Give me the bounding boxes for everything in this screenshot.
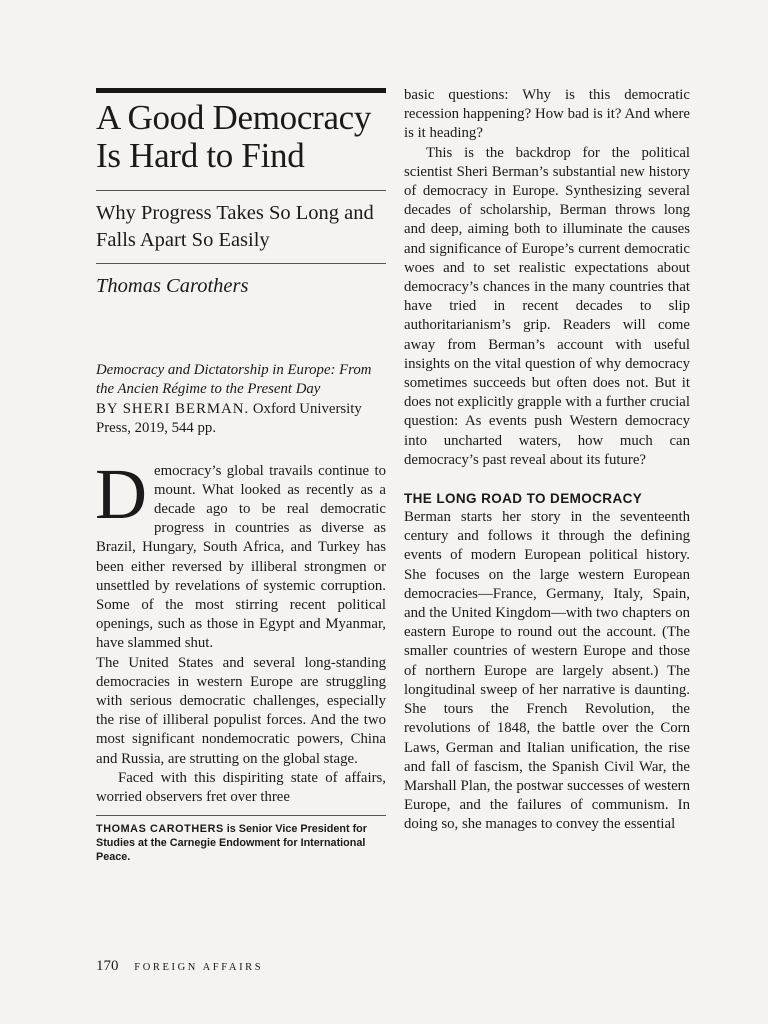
book-publication-line <box>96 400 386 439</box>
section-heading: THE LONG ROAD TO DEMOCRACY <box>404 491 643 507</box>
title-divider <box>96 190 386 191</box>
bio-text: is Senior Vice President for Studies at the Carnegie Endowment for International Peace. <box>96 823 367 864</box>
body-paragraph: The United States and several long-standing democracies in western Europe are struggling with serious democratic challenges, especially the rise of illiberal populist forces. And the two most significant nondemocratic powers, China and Russia, are strutting on the global stage. <box>96 654 386 767</box>
opening-paragraph-text: emocracy’s global travails continue to mount. What looked as recently as a decade ago to be real democratic progress in countries as diverse as Brazil, Hungary, South Africa, and Turkey has been either reversed by illiberal strongmen or unsettled by revelations of systemic corruption. Some of the most stirring recent political openings, such as those in Egypt and Myanmar, have slammed shut. <box>96 462 386 652</box>
article-author: Thomas Carothers <box>96 275 249 297</box>
book-citation <box>96 361 386 439</box>
title-top-rule <box>96 88 386 93</box>
author-bio <box>96 822 386 864</box>
right-body-text <box>404 86 690 470</box>
opening-paragraph <box>95 453 386 654</box>
journal-name: FOREIGN AFFAIRS <box>134 962 264 973</box>
left-column <box>96 88 386 864</box>
page-number: 170 <box>96 958 119 974</box>
book-publisher: Oxford University Press, 2019, 544 pp. <box>96 400 362 437</box>
article-title: A Good Democracy Is Hard to Find <box>96 98 372 175</box>
drop-cap: D <box>95 453 147 534</box>
right-body-text-continued <box>404 508 690 834</box>
page-footer <box>96 958 263 975</box>
book-title: Democracy and Dictatorship in Europe: From the Ancien Régime to the Present Day <box>96 362 372 398</box>
bio-divider <box>96 815 386 816</box>
body-paragraph: This is the backdrop for the political scientist Sheri Berman’s substantial new history of democracy in Europe. Synthesizing several decades of scholarship, Berman throws long and deep, aiming both to illuminate the causes and significance of Europe’s current democratic woes and to set realistic expectations about democracy’s chances in the many countries that have tried in recent decades to slip authoritarianism’s grip. Readers will come away from Berman’s account with useful insights on the vital question of why democracy sometimes succeeds but often does not. But it does not explicitly grapple with a further crucial question: As events push Western democracy into uncharted waters, how much can democracy’s past reveal about its future? <box>404 144 690 468</box>
subtitle-divider <box>96 263 386 264</box>
left-body-text <box>95 453 386 808</box>
body-paragraph: basic questions: Why is this democratic recession happening? How bad is it? And where is it heading? <box>404 87 690 142</box>
body-paragraph: Faced with this dispiriting state of affairs, worried observers fret over three <box>96 769 386 806</box>
bio-author-name: THOMAS CAROTHERS <box>96 823 224 836</box>
right-column <box>404 86 690 835</box>
body-paragraph: Berman starts her story in the seventeenth century and follows it through the defining events of modern European political history. She focuses on the large western European democracies—France, Germany, Italy, Spain, and the United Kingdom—with two chapters on eastern Europe to round out the account. (The smaller countries of western Europe and those of northern Europe are largely absent.) The longitudinal sweep of her narrative is daunting. She tours the French Revolution, the revolutions of 1848, the battle over the Corn Laws, German and Italian unification, the rise and fall of fascism, the Spanish Civil War, the Marshall Plan, the postwar successes of western Europe, and the failures of communism. In doing so, she manages to convey the essential <box>404 509 690 833</box>
article-subtitle: Why Progress Takes So Long and Falls Apart So Easily <box>96 202 374 251</box>
book-author: BY SHERI BERMAN. <box>96 400 250 417</box>
